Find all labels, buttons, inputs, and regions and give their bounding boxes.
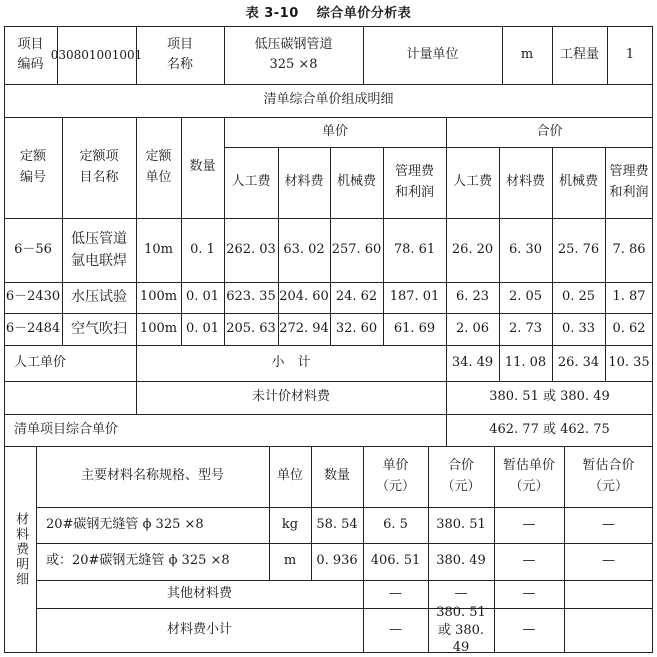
row-1-p-labor: 262. 03 [226, 241, 276, 257]
material-row-1-est-price: — [522, 516, 536, 532]
row-3-t-machine: 0. 33 [561, 320, 596, 336]
row-1-p-mgmt: 78. 61 [393, 241, 436, 257]
col-amount: 数量 [189, 159, 216, 175]
row-3-amount: 0. 01 [185, 320, 220, 336]
labor-unit-price-label: 人工单价 [14, 354, 67, 370]
row-3-quota-name: 空气吹扫 [71, 320, 127, 337]
item-name: 低压碳钢管道 325 ×8 [254, 36, 333, 72]
material-row-1-qty: 58. 54 [316, 516, 358, 532]
row-2-t-machine: 0. 25 [561, 289, 596, 305]
material-row-2-unit: m [283, 553, 297, 569]
mat-col-price: 单价 （元） [375, 458, 415, 494]
other-material-label: 其他材料费 [166, 585, 232, 601]
row-1-quota-name: 低压管道 氩电联焊 [71, 230, 127, 269]
col-quota-unit: 定额 单位 [145, 149, 172, 185]
row-3-t-material: 2. 73 [508, 320, 543, 336]
material-subtotal-est-price: — [522, 622, 536, 638]
unit-label: 计量单位 [406, 46, 459, 62]
col-unit-price: 单价 [321, 123, 348, 139]
row-1-t-material: 6. 30 [508, 241, 543, 257]
row-3-p-mgmt: 61. 69 [393, 320, 436, 336]
row-3-quota-no: 6－2484 [5, 320, 61, 336]
material-row-1-total: 380. 51 [436, 516, 486, 532]
material-row-2-est-total: — [602, 553, 615, 569]
row-2-p-material: 204. 60 [279, 289, 329, 305]
row-1-p-material: 63. 02 [283, 241, 325, 257]
mat-col-est-price: 暂估单价 （元） [502, 458, 555, 494]
row-3-quota-unit: 100m [139, 320, 178, 336]
col-t-material: 材料费 [505, 174, 545, 190]
subtotal-machine: 26. 34 [557, 354, 600, 370]
subtotal-material: 11. 08 [504, 354, 547, 370]
col-p-machine: 机械费 [336, 174, 376, 190]
mat-col-total: 合价 （元） [441, 458, 481, 494]
material-subtotal-total: 380. 51 或 380. 49 [436, 605, 486, 656]
row-1-amount: 0. 1 [190, 241, 215, 257]
row-2-quota-unit: 100m [139, 289, 178, 305]
mat-col-unit: 单位 [276, 468, 303, 484]
material-row-2-est-price: — [522, 553, 536, 569]
col-t-labor: 人工费 [452, 174, 492, 190]
row-1-p-machine: 257. 60 [331, 241, 382, 257]
row-1-quota-unit: 10m [144, 241, 173, 257]
row-2-t-labor: 6. 23 [455, 289, 490, 305]
composite-value: 462. 77 或 462. 75 [489, 421, 610, 437]
row-1-t-labor: 26. 20 [451, 241, 494, 257]
row-1-t-mgmt: 7. 86 [612, 241, 646, 257]
row-3-p-machine: 32. 60 [335, 320, 378, 336]
subtotal-label: 小 计 [271, 354, 311, 370]
table-title-text: 综合单价分析表 [316, 6, 412, 21]
material-row-1-est-total: — [602, 516, 615, 532]
mat-col-qty: 数量 [323, 468, 350, 484]
composite-label: 清单项目综合单价 [14, 421, 119, 437]
col-quota-no: 定额 编号 [19, 149, 46, 185]
other-material-total: — [454, 585, 468, 601]
row-3-p-material: 272. 94 [279, 320, 329, 336]
item-code: 030801001001 [50, 47, 143, 62]
row-2-p-mgmt: 187. 01 [389, 289, 440, 305]
row-1-quota-no: 6－56 [14, 241, 52, 257]
row-2-amount: 0. 01 [185, 289, 220, 305]
col-total-price: 合价 [536, 123, 563, 139]
unpriced-value: 380. 51 或 380. 49 [489, 389, 610, 405]
col-t-mgmt: 管理费 和利润 [609, 164, 649, 200]
col-p-material: 材料费 [284, 174, 324, 190]
material-row-1-price: 6. 5 [383, 516, 408, 532]
table-number: 表 3-10 [245, 6, 299, 21]
row-2-t-material: 2. 05 [508, 289, 543, 305]
mat-col-name: 主要材料名称规格、型号 [80, 468, 224, 484]
col-t-machine: 机械费 [558, 174, 598, 190]
row-2-quota-name: 水压试验 [71, 289, 127, 306]
quantity-label: 工程量 [559, 46, 599, 62]
row-2-p-machine: 24. 62 [335, 289, 378, 305]
quantity-value: 1 [625, 46, 635, 62]
subtotal-labor: 34. 49 [451, 354, 494, 370]
material-side-label: 材料费明细 [13, 512, 29, 587]
unpriced-label: 未计价材料费 [251, 389, 330, 405]
row-3-p-labor: 205. 63 [226, 320, 276, 336]
material-subtotal-label: 材料费小计 [166, 622, 232, 638]
row-3-t-mgmt: 0. 62 [612, 320, 646, 336]
other-material-est-price: — [522, 585, 536, 601]
row-2-t-mgmt: 1. 87 [612, 289, 646, 305]
material-row-1-name: 20#碳钢无缝管 ϕ 325 ×8 [46, 516, 204, 532]
item-name-label: 项目 名称 [166, 36, 193, 72]
subtotal-mgmt: 10. 35 [608, 354, 650, 370]
material-row-2-total: 380. 49 [436, 553, 486, 569]
col-p-labor: 人工费 [231, 174, 271, 190]
material-row-2-price: 406. 51 [370, 553, 421, 569]
unit-value: m [520, 46, 534, 62]
row-2-quota-no: 6－2430 [5, 289, 61, 305]
row-1-t-machine: 25. 76 [557, 241, 600, 257]
detail-title: 清单综合单价组成明细 [263, 92, 394, 108]
row-2-p-labor: 623. 35 [226, 289, 276, 305]
row-3-t-labor: 2. 06 [455, 320, 490, 336]
material-row-2-qty: 0. 936 [316, 553, 358, 569]
item-code-label: 项目 编码 [17, 36, 44, 72]
material-row-2-name: 或：20#碳钢无缝管 ϕ 325 ×8 [46, 553, 230, 569]
material-row-1-unit: kg [281, 516, 299, 532]
mat-col-est-total: 暂估合价 （元） [582, 458, 635, 494]
other-material-price: — [389, 585, 402, 601]
col-quota-name: 定额项 目名称 [79, 149, 119, 185]
material-subtotal-price: — [389, 622, 402, 638]
col-p-mgmt: 管理费 和利润 [394, 164, 434, 200]
